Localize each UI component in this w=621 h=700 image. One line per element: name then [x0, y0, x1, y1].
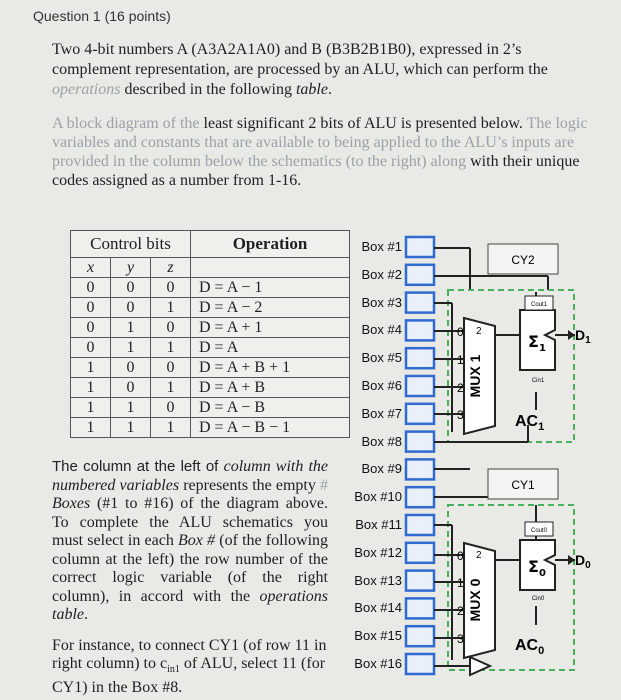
box-input[interactable]	[406, 598, 434, 618]
intro-faded: operations	[52, 81, 121, 98]
cell-x: 0	[71, 318, 111, 338]
box-label: Box #14	[354, 600, 402, 616]
instr-t3: (#1 to #16) of the diagram above. To complete the ALU schematics you must select in each	[52, 495, 328, 549]
instr-t2s: #	[320, 476, 329, 494]
instr-t4e: .	[84, 606, 88, 623]
box-input[interactable]	[406, 404, 434, 424]
cell-op: D = A	[191, 338, 350, 358]
box-label: Box #1	[361, 239, 402, 254]
intro-text: Two 4-bit numbers A (A3A2A1A0) and B (B3B2B1B0), expressed in 2’s complement representation, are processed by an ALU, which can perform the	[52, 41, 548, 78]
box-inputs	[406, 237, 434, 674]
ac0-label	[515, 637, 544, 657]
mux1-label: MUX 1	[467, 354, 483, 398]
ac1-sub: 1	[538, 421, 545, 433]
mux0-label: MUX 0	[467, 578, 483, 622]
ac1-label	[515, 413, 544, 433]
cell-y: 1	[111, 418, 151, 438]
d1-label	[575, 327, 591, 346]
intro-end: .	[327, 81, 332, 98]
box-label: Box #16	[354, 656, 402, 671]
cell-x: 0	[71, 338, 111, 358]
d0-sub: 0	[585, 560, 591, 571]
example-cin: c	[159, 655, 168, 672]
box-label: Box #3	[361, 294, 402, 310]
box-label: Box #11	[355, 517, 402, 532]
box-label: Box #2	[361, 266, 402, 282]
instr-t4: (of the following column at the left) the row number of the correct logic variable (of the right column), in accord with the	[52, 532, 329, 605]
var-z-label: z	[167, 258, 174, 276]
box-input[interactable]	[406, 487, 434, 507]
mux0-sel: 2	[476, 550, 482, 561]
box-input[interactable]	[406, 459, 434, 479]
cell-x: 1	[71, 418, 111, 438]
mux1-in3: 3	[457, 408, 464, 422]
cell-y: 0	[111, 278, 151, 298]
cell-op: D = A − B − 1	[191, 418, 350, 438]
p2-faded-c: along	[430, 153, 467, 170]
cell-y: 0	[111, 378, 151, 398]
instr-t3i: Box #	[178, 532, 216, 549]
box-label: Box #4	[361, 322, 402, 338]
instr-t4i: operations table	[52, 587, 328, 623]
box-input[interactable]	[406, 432, 434, 452]
p2-faded-start: A block diagram of the	[52, 115, 200, 132]
cy1-label: CY1	[511, 478, 535, 492]
box-label: Box #7	[361, 405, 402, 421]
box-label: Box #9	[361, 461, 402, 477]
box-input[interactable]	[406, 654, 434, 674]
cell-y: 1	[111, 398, 151, 418]
cell-x: 1	[71, 358, 111, 378]
cell-z: 0	[151, 358, 191, 378]
var-y-label: y	[126, 258, 135, 276]
cell-op: D = A + 1	[191, 318, 350, 338]
cell-z: 1	[151, 298, 191, 318]
box-input[interactable]	[406, 376, 434, 396]
box-label: Box #8	[361, 433, 402, 449]
cell-z: 0	[151, 398, 191, 418]
question-heading: Question 1 (16 points)	[33, 8, 171, 24]
sum1-symbol: Σ	[528, 332, 539, 351]
box-label: Box #15	[354, 628, 402, 644]
box-label: Box #12	[354, 544, 402, 560]
mux0-in2: 2	[457, 604, 464, 618]
sum0-sub: 0	[538, 568, 546, 579]
cell-op: D = A − 1	[191, 278, 350, 298]
cell-x: 0	[71, 278, 111, 298]
box-label: Box #5	[361, 350, 402, 366]
box-label: Box #10	[354, 489, 402, 505]
p2-text-a: least significant 2 bits of ALU is presented below.	[199, 115, 523, 132]
d1-letter: D	[575, 327, 586, 343]
operation-header: Operation	[191, 231, 350, 258]
sum0-symbol: Σ	[528, 557, 539, 576]
cout1-label: Cout1	[530, 302, 548, 308]
control-bits-header: Control bits	[71, 231, 191, 258]
p2-faded-b: The logic variables and constants that are available to being applied to the ALU’s inputs are provided in the column below the schematics (to the right)	[52, 115, 588, 170]
cell-y: 1	[111, 338, 151, 358]
box-input[interactable]	[406, 543, 434, 563]
d0-letter: D	[575, 552, 586, 568]
cell-x: 1	[71, 398, 111, 418]
box-label: Box #13	[354, 572, 402, 588]
box-input[interactable]	[406, 293, 434, 313]
sum1-sub: 1	[538, 343, 546, 354]
box-input[interactable]	[406, 320, 434, 340]
ac0-letters: AC	[515, 637, 539, 654]
box-input[interactable]	[406, 515, 434, 535]
mux1-sel: 2	[476, 326, 482, 337]
d1-sub: 1	[585, 335, 591, 346]
instr-t2: represents the empty	[179, 476, 321, 494]
cell-y: 0	[111, 298, 151, 318]
box-input[interactable]	[406, 265, 434, 285]
cin0-label: Cin0	[531, 596, 545, 602]
mux0-in0: 0	[457, 549, 464, 563]
instr-t2i: Boxes	[52, 495, 91, 512]
box-input[interactable]	[406, 348, 434, 368]
cell-x: 0	[71, 298, 111, 318]
cell-z: 1	[151, 418, 191, 438]
cell-y: 0	[111, 358, 151, 378]
box-input[interactable]	[406, 626, 434, 646]
cell-z: 1	[151, 378, 191, 398]
instr-t1i: column with the numbered variables	[52, 458, 328, 494]
ac1-letters: AC	[515, 413, 539, 430]
example-a: For instance, to connect CY1 (of row 11 in right column) to	[52, 637, 327, 672]
intro-italic: table	[295, 81, 328, 98]
cell-op: D = A − 2	[191, 298, 350, 318]
mux1-in1: 1	[457, 353, 464, 367]
mux0-in1: 1	[457, 576, 464, 590]
cell-z: 0	[151, 278, 191, 298]
cell-op: D = A + B + 1	[191, 358, 350, 378]
p2-text-c: with their unique codes assigned as a number from 1-16.	[52, 153, 580, 189]
var-x-label: x	[86, 258, 95, 276]
ac0-sub: 0	[538, 645, 545, 657]
cell-x: 1	[71, 378, 111, 398]
box-input[interactable]	[406, 571, 434, 591]
cy2-label: CY2	[511, 253, 535, 267]
cell-z: 0	[151, 318, 191, 338]
box-input[interactable]	[406, 237, 434, 257]
instr-t1: The column at the left of	[52, 458, 224, 475]
example-cin-sub: in1	[167, 664, 180, 676]
mux1-in0: 0	[457, 325, 464, 339]
intro-tail: described in the following	[120, 81, 296, 98]
cell-z: 1	[151, 338, 191, 358]
mux0-in3: 3	[457, 632, 464, 646]
d0-label	[575, 552, 591, 571]
cout0-label: Cout0	[530, 528, 548, 534]
cell-op: D = A + B	[191, 378, 350, 398]
buffer-triangle-icon	[470, 657, 490, 675]
mux1-in2: 2	[457, 381, 464, 395]
example-b: of ALU, select 11 (for CY1) in the Box #8.	[52, 655, 326, 697]
cell-op: D = A − B	[191, 398, 350, 418]
cin1-label: Cin1	[531, 378, 545, 384]
cell-y: 1	[111, 318, 151, 338]
box-label: Box #6	[361, 378, 402, 393]
